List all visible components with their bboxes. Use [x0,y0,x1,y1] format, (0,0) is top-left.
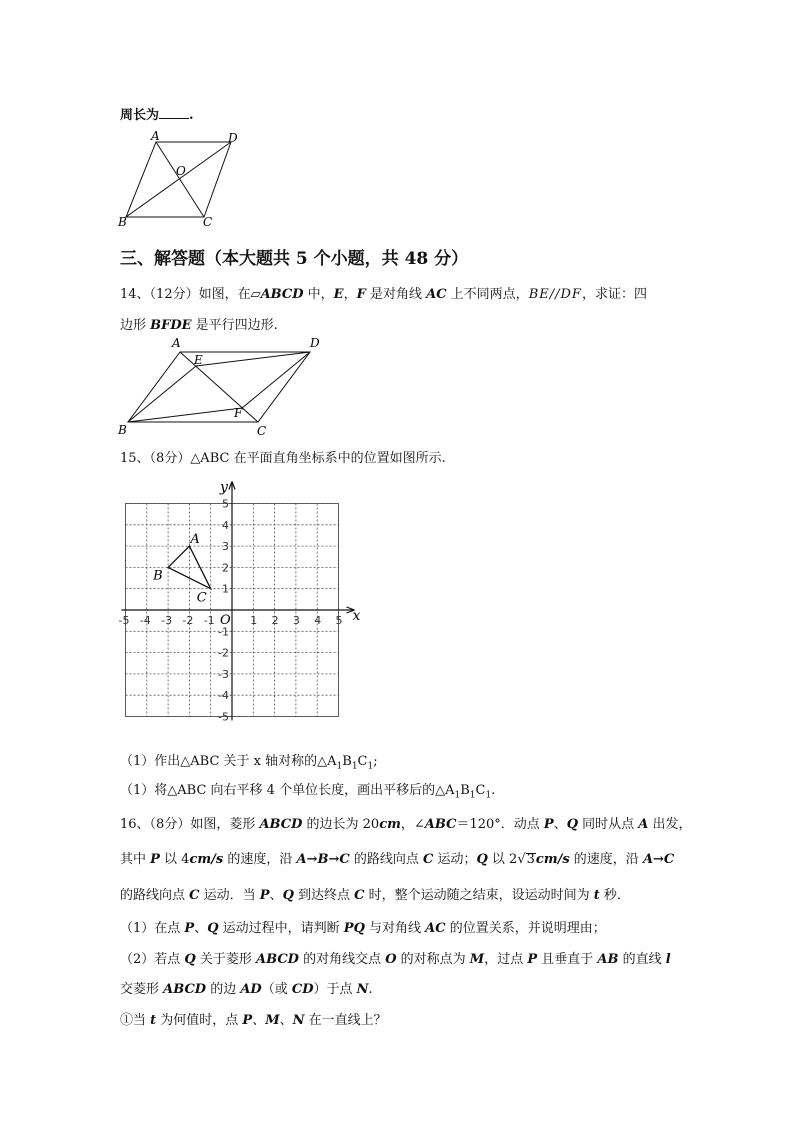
q14-math: BFDE [150,318,192,333]
q16-text: 的边 [206,982,241,997]
q14-text: ， [343,287,357,302]
q16-math: cm/s [535,852,570,867]
q16-text: ，过点 [484,952,528,967]
q15-sub2-text: . [491,783,496,798]
x-tick-label: 2 [271,614,279,627]
y-axis-label: y [220,479,228,496]
fig14-label-f: F [234,406,243,420]
q14-text: 是平行四边形. [191,318,278,333]
y-tick-label: 2 [222,561,229,575]
q16-math: N [292,1013,305,1028]
q16-text: 的位置关系，并说明理由； [445,921,606,936]
q16-math: P [242,1013,253,1028]
sqrt-radicand: 3 [526,852,535,867]
q16-math: C [422,852,434,867]
q16-math: Q [184,952,196,967]
q16-line-1 [120,813,692,832]
subscript: 1 [367,761,374,772]
y-tick-label: 5 [222,497,229,511]
q16-text: 时，整个运动随之结束，设运动时间为 [364,888,594,903]
section-title: 三、解答题（本大题共 5 个小题，共 48 分） [120,249,469,269]
q16-math: ABCD [163,982,207,997]
q14-text: ，求证：四 [581,287,647,302]
q16-text: 交菱形 [120,982,164,997]
q16-text: 的路线向点 [349,852,423,867]
x-tick-label: -3 [161,614,173,627]
q14-line-2 [120,314,278,333]
fig14-label-a: A [172,336,181,350]
x-tick-label: 3 [292,614,300,627]
q16-math: P [184,921,195,936]
q15-sub1-text: ; [373,754,378,769]
q16-text: 的路线向点 [120,888,190,903]
q15-line: 15、（8分）△ABC 在平面直角坐标系中的位置如图所示. [120,451,446,466]
q16-text: ）于点 [313,982,357,997]
q16-text: ①当 [120,1013,151,1028]
q16-math: P [259,888,270,903]
q16-math: CD [291,982,314,997]
q16-text: 到达终点 [293,888,355,903]
q16-math: P [543,817,554,832]
q16-line-3 [120,884,630,903]
q14-math-parallel: BE//DF [528,287,582,302]
q16-line-7 [120,1009,387,1028]
q16-math: AC [425,921,446,936]
y-tick-label: -5 [218,710,229,724]
q16-math: ABC [424,817,457,832]
fig13-label-b: B [118,215,127,229]
y-tick-label: 3 [222,540,229,554]
q16-math: ABCD [256,952,299,967]
q14-text: 边形 [120,318,151,333]
q16-math: P [527,952,538,967]
q16-math: t [150,1013,157,1028]
q15-sub2-text: B [460,783,470,798]
point-label-a: A [190,532,200,548]
x-tick-label: -5 [118,614,130,627]
q16-text: 在一直线上？ [304,1013,387,1028]
point-label-b: B [153,568,163,584]
fig14-diagonal-ac [180,352,258,422]
q16-line-5 [120,948,671,967]
q16-text: 、 [553,817,567,832]
fig14-line-fd [242,352,310,408]
q14-line-1 [120,283,647,302]
q16-math: Q [207,921,219,936]
q16-text: 、 [194,921,208,936]
fig13-label-o: O [176,164,186,178]
q14-math: ABCD [260,287,304,302]
q16-math: cm/s [189,852,224,867]
q16-text: 的对角线交点 [298,952,386,967]
y-tick-label: -3 [218,667,229,681]
q16-math: Q [566,817,579,832]
q16-line-4 [120,917,606,936]
x-tick-label: -4 [139,614,151,627]
q16-math: N [356,982,369,997]
q13-tail-end: . [189,108,194,123]
q16-text: 的速度，沿 [569,852,643,867]
q16-line-6 [120,978,373,997]
q16-line-2 [120,848,674,867]
x-tick-label: 5 [335,614,343,627]
fig14-line-be [128,366,196,422]
subscript: 1 [485,790,492,801]
q16-text: 运动．当 [199,888,260,903]
q16-text: 的速度，沿 [223,852,297,867]
q16-text: 同时从点 [578,817,639,832]
q16-text: 其中 [120,852,151,867]
q14-math: F [356,287,366,302]
q16-text: 以 2 [487,852,518,867]
q16-text: 的对称点为 [396,952,470,967]
q16-text: 秒． [599,888,630,903]
x-tick-label: 1 [250,614,258,627]
q16-text: 运动； [433,852,477,867]
q16-text: ，∠ [400,817,425,832]
coordinate-graph [118,478,380,728]
point-label-c: C [196,590,207,606]
q16-math: M [265,1013,280,1028]
x-tick-label: -2 [182,614,194,627]
y-tick-label: -4 [218,689,229,703]
q16-text: 、 [252,1013,266,1028]
q16-text: 、 [269,888,283,903]
q16-text: （1）在点 [120,921,185,936]
q16-text: （2）若点 [120,952,185,967]
q15-sub1 [120,750,378,772]
q16-math: P [150,852,160,867]
fig13-label-d: D [228,131,238,145]
q16-text: 关于菱形 [195,952,256,967]
q15-sub1-text: C [357,754,368,769]
fig14-label-b: B [118,423,127,437]
q15-sub2-text: C [475,783,486,798]
q15-sub2-text: （1）将△ABC 向右平移 4 个单位长度，画出平移后的△A [120,783,455,798]
q13-tail-line [120,104,194,123]
fig13-diagonal-ac [156,142,204,217]
q14-text: 上不同两点， [446,287,529,302]
fig14-label-e: E [194,353,203,367]
q14-math: AC [426,287,447,302]
q16-text: 运动过程中，请判断 [218,921,344,936]
q14-text: 是对角线 [365,287,427,302]
q16-text: 为何值时，点 [156,1013,243,1028]
q16-text: 的边长为 20 [302,817,380,832]
q16-text: 出发， [648,817,692,832]
q14-text: 中， [303,287,334,302]
q16-text: （或 [261,982,292,997]
sqrt-symbol: √ [517,852,526,867]
q16-text: 16、（8分）如图，菱形 [120,817,260,832]
x-tick-label: -1 [203,614,215,627]
q15-sub2 [120,779,495,801]
q16-math: Q [282,888,294,903]
q16-text: 的直线 [618,952,666,967]
q14-math: E [333,287,344,302]
subscript: 1 [454,790,461,801]
figure-14-parallelogram [110,333,340,443]
y-tick-label: 4 [222,518,229,532]
subscript: 1 [336,761,343,772]
q16-text: 与对角线 [364,921,426,936]
q16-math: Q [476,852,488,867]
x-tick-label: 4 [314,614,322,627]
q16-math: AD [240,982,262,997]
q16-math: l [665,952,671,967]
q16-math: C [189,888,200,903]
fig14-line-bf [128,408,242,422]
q16-math: PQ [343,921,365,936]
fig13-label-a: A [151,129,160,143]
answer-blank [159,106,189,119]
fig14-line-ed [196,352,310,366]
q16-math: A→B→C [296,852,350,867]
y-tick-label: -2 [218,646,229,660]
y-tick-label: -1 [218,625,229,639]
q16-math: C [354,888,365,903]
q16-math: t [593,888,600,903]
origin-label: O [220,613,231,628]
q16-text: 以 4 [159,852,190,867]
q16-text: ＝120°．动点 [456,817,544,832]
fig14-label-d: D [310,336,320,350]
q16-math: cm [379,817,401,832]
subscript: 1 [351,761,358,772]
fig13-diagonal-bd [126,142,231,217]
q16-text: 、 [279,1013,293,1028]
q16-math: M [469,952,485,967]
fig14-label-c: C [257,424,267,438]
q16-text: 且垂直于 [537,952,598,967]
fig13-label-c: C [203,215,213,229]
q15-sub1-text: （1）作出△ABC 关于 x 轴对称的△A [120,754,337,769]
q16-text: . [368,982,373,997]
q16-math: A→C [642,852,675,867]
q13-tail-text: 周长为 [120,108,160,123]
q16-math: O [385,952,397,967]
q14-text: 14、（12分）如图，在▱ [120,287,261,302]
figure-13-parallelogram [110,130,250,230]
q15-sub1-text: B [342,754,352,769]
y-tick-label: 1 [222,582,229,596]
x-axis-label: x [352,608,361,624]
q16-math: A [638,817,649,832]
subscript: 1 [469,790,476,801]
q16-math: ABCD [259,817,303,832]
q16-math: AB [597,952,619,967]
